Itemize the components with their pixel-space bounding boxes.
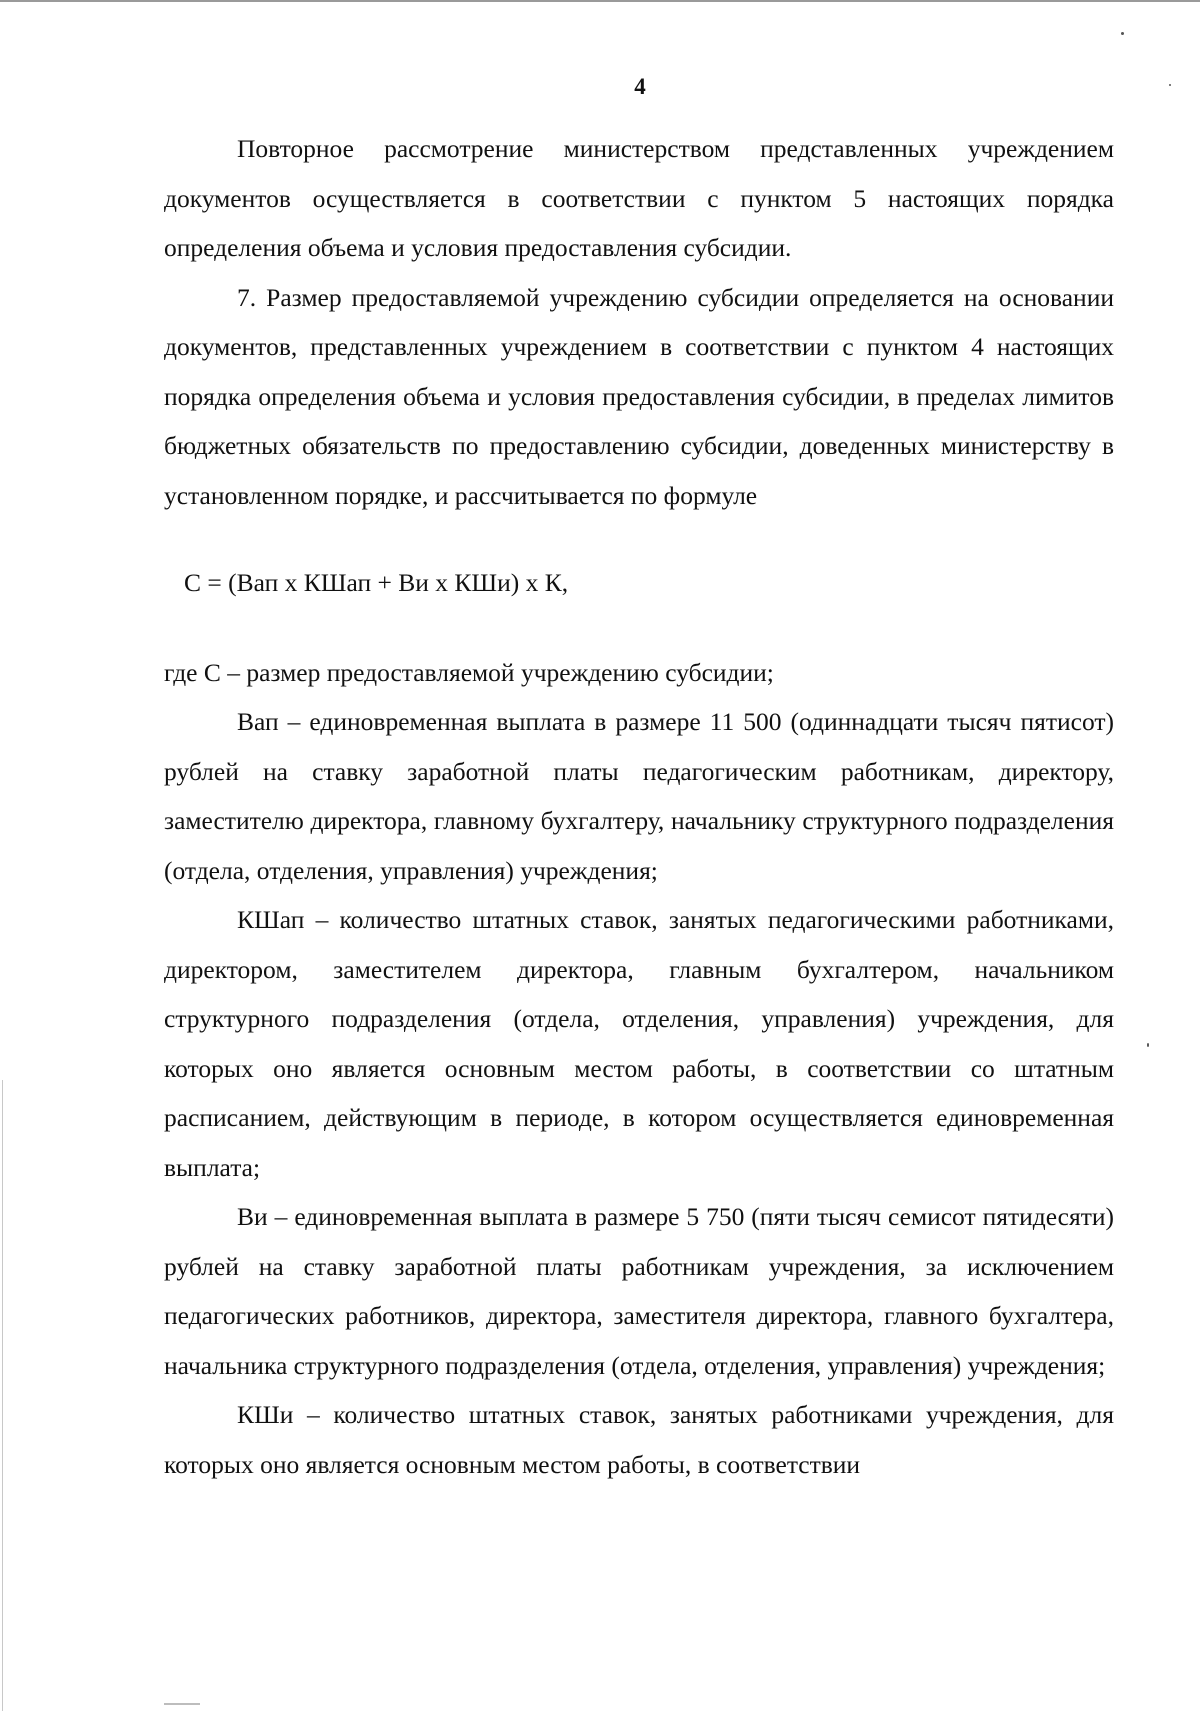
definition-kshi: КШи – количество штатных ставок, занятых работниками учреждения, для которых оно является основным местом работы, в соответствии (164, 1400, 1114, 1479)
document-body (164, 124, 1114, 1489)
scan-speck (1147, 1043, 1149, 1047)
scan-left-edge (2, 1080, 3, 1711)
paragraph-subsidy-size: 7. Размер предоставляемой учреждению субсидии определяется на основании документов, представленных учреждением в соответствии с пунктом 4 настоящих порядка определения объема и условия предоставления субсидии, в пределах лимитов бюджетных обязательств по предоставлению субсидии, доведенных министерству в установленном порядке, и рассчитывается по формуле (164, 282, 1114, 510)
scan-speck (1121, 32, 1124, 35)
scan-bottom-mark (164, 1703, 200, 1705)
scan-speck (1169, 84, 1171, 86)
definition-kshap: КШап – количество штатных ставок, занятых педагогическими работниками, директором, заместителем директора, главным бухгалтером, начальником структурного подразделения (отдела, отделения, управления) учреждения, для которых оно является основным местом работы, в соответствии со штатным расписанием, действующим в периоде, в котором осуществляется единовременная выплата; (164, 905, 1114, 1182)
paragraph-review: Повторное рассмотрение министерством представленных учреждением документов осуществляется в соответствии с пунктом 5 настоящих порядка определения объема и условия предоставления субсидии. (164, 134, 1114, 262)
definition-vap: Вап – единовременная выплата в размере 11 500 (одиннадцати тысяч пятисот) рублей на ставку заработной платы педагогическим работникам, директору, заместителю директора, главному бухгалтеру, начальнику структурного подразделения (отдела, отделения, управления) учреждения; (164, 707, 1114, 885)
definition-vi: Ви – единовременная выплата в размере 5 750 (пяти тысяч семисот пятидесяти) рублей на ставку заработной платы работникам учреждения, за исключением педагогических работников, директора, заместителя директора, главного бухгалтера, начальника структурного подразделения (отдела, отделения, управления) учреждения; (164, 1202, 1114, 1380)
definition-c: где С – размер предоставляемой учреждению субсидии; (164, 657, 774, 687)
subsidy-formula: С = (Вап х КШап + Ви х КШи) х К, (184, 568, 569, 597)
scan-top-edge (0, 0, 1200, 2)
page-number: 4 (634, 74, 646, 99)
